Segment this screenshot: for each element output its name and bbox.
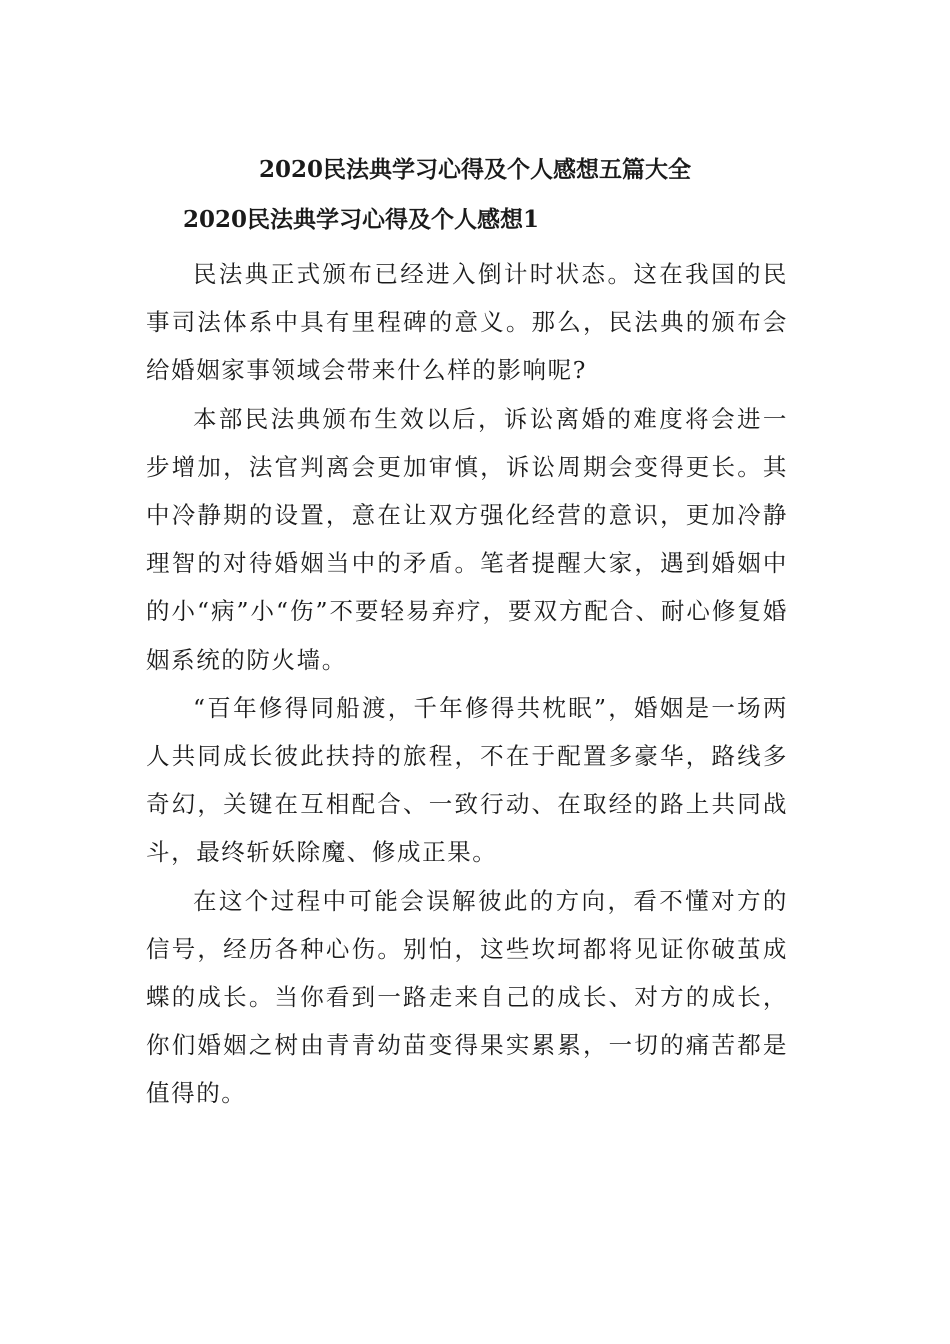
document-title: 2020民法典学习心得及个人感想五篇大全	[258, 156, 691, 183]
paragraph-2: 本部民法典颁布生效以后，诉讼离婚的难度将会进一步增加，法官判离会更加审慎，诉讼周期会变得更长。其中冷静期的设置，意在让双方强化经营的意识，更加冷静理智的对待婚姻当中的矛盾。笔者提醒大家，遇到婚姻中的小“病”小“伤”不要轻易弃疗，要双方配合、耐心修复婚姻系统的防火墙。	[146, 404, 788, 674]
paragraph-1: 民法典正式颁布已经进入倒计时状态。这在我国的民事司法体系中具有里程碑的意义。那么，民法典的颁布会给婚姻家事领域会带来什么样的影响呢?	[146, 260, 788, 385]
paragraph-3: “百年修得同船渡，千年修得共枕眠”，婚姻是一场两人共同成长彼此扶持的旅程，不在于配置多豪华，路线多奇幻，关键在互相配合、一致行动、在取经的路上共同战斗，最终斩妖除魔、修成正果。	[146, 693, 788, 867]
body-text	[146, 250, 788, 1118]
paragraph-4: 在这个过程中可能会误解彼此的方向，看不懂对方的信号，经历各种心伤。别怕，这些坎坷都将见证你破茧成蝶的成长。当你看到一路走来自己的成长、对方的成长，你们婚姻之树由青青幼苗变得果实累累，一切的痛苦都是值得的。	[146, 886, 788, 1108]
section-heading: 2020民法典学习心得及个人感想1	[183, 206, 540, 233]
